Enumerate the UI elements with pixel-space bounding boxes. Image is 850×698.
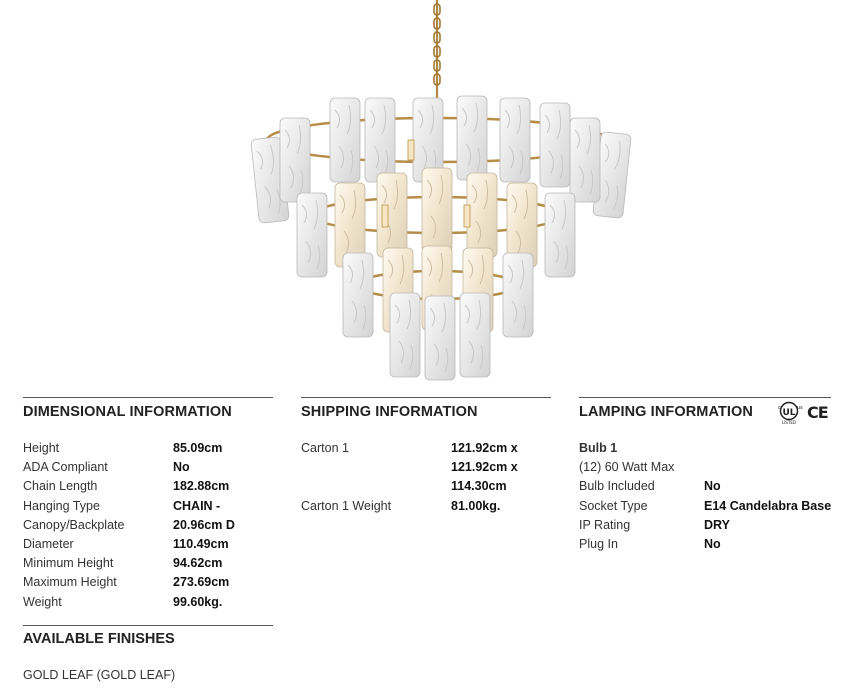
- dimension-label: Hanging Type: [23, 498, 100, 513]
- dimension-label: Chain Length: [23, 479, 98, 494]
- shipping-value: 121.92cm x: [451, 441, 518, 455]
- shipping-label: Carton 1 Weight: [301, 498, 392, 513]
- dimension-value: No: [173, 460, 190, 475]
- dimension-value: 110.49cm: [173, 536, 229, 551]
- section-divider: [23, 625, 273, 626]
- shipping-information-section: [301, 397, 551, 513]
- svg-text:LISTED: LISTED: [782, 420, 796, 425]
- lamping-information-heading: LAMPING INFORMATION: [579, 404, 754, 420]
- dimension-label: Height: [23, 441, 60, 455]
- section-divider: [23, 397, 273, 398]
- shipping-label: Carton 1: [301, 441, 349, 455]
- dimension-label: Maximum Height: [23, 575, 117, 590]
- lamping-label: Bulb Included: [579, 479, 655, 494]
- lamping-label: IP Rating: [579, 517, 631, 532]
- shipping-value: 121.92cm x: [451, 460, 518, 475]
- dimension-label: Diameter: [23, 536, 74, 551]
- section-divider: [579, 397, 831, 398]
- dimension-label: ADA Compliant: [23, 460, 108, 475]
- dimension-value: 20.96cm D: [173, 517, 235, 532]
- ul-listed-icon: [776, 401, 803, 425]
- shipping-information-heading: SHIPPING INFORMATION: [301, 404, 478, 420]
- bulb-description: (12) 60 Watt Max: [579, 460, 675, 475]
- ce-mark-icon: CE: [807, 403, 828, 422]
- lamping-label: Socket Type: [579, 498, 648, 513]
- dimensional-information-section: [23, 397, 273, 609]
- dimension-label: Weight: [23, 594, 62, 609]
- lamping-value: No: [704, 536, 721, 551]
- dimension-value: 182.88cm: [173, 479, 230, 494]
- dimension-value: 273.69cm: [173, 575, 230, 590]
- svg-text:UL: UL: [782, 408, 796, 418]
- svg-text:c: c: [778, 405, 781, 411]
- shipping-value: 114.30cm: [451, 479, 507, 494]
- available-finishes-heading: AVAILABLE FINISHES: [23, 631, 175, 647]
- svg-text:us: us: [797, 405, 803, 411]
- section-divider: [301, 397, 551, 398]
- lamping-value: No: [704, 479, 721, 494]
- lamping-value: DRY: [704, 517, 730, 532]
- shipping-value: 81.00kg.: [451, 498, 501, 513]
- lamping-label: Plug In: [579, 536, 618, 551]
- dimension-value: 94.62cm: [173, 556, 223, 571]
- dimensional-information-heading: DIMENSIONAL INFORMATION: [23, 404, 232, 420]
- dimension-value: 99.60kg.: [173, 594, 223, 609]
- lamping-value: E14 Candelabra Base: [704, 498, 832, 513]
- lamping-information-section: [579, 397, 832, 551]
- bulb-title: Bulb 1: [579, 441, 618, 455]
- finish-item: GOLD LEAF (GOLD LEAF): [23, 668, 176, 682]
- dimension-value: 85.09cm: [173, 441, 223, 455]
- dimension-label: Minimum Height: [23, 556, 114, 571]
- available-finishes-section: [23, 625, 273, 682]
- dimension-value: CHAIN -: [173, 498, 221, 513]
- dimension-label: Canopy/Backplate: [23, 517, 125, 532]
